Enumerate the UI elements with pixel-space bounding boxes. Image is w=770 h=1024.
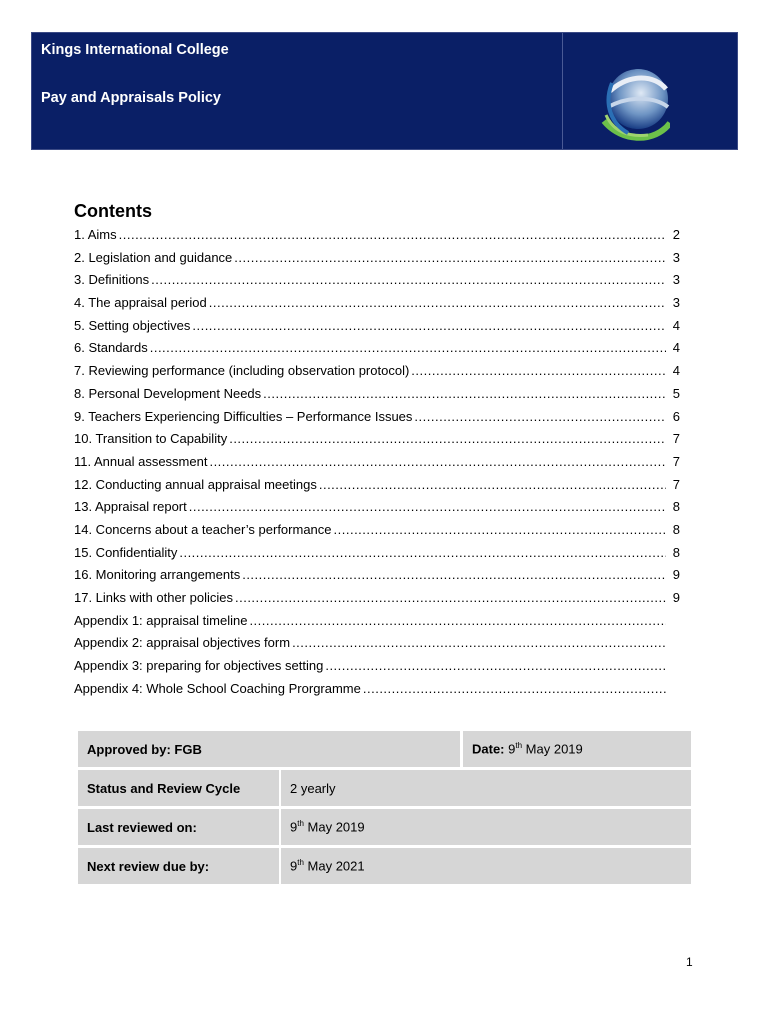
toc-entry[interactable] [74, 431, 680, 454]
toc-leader-dots [263, 386, 666, 401]
toc-entry-page: 9 [672, 590, 680, 605]
toc-entry-title: 11. Annual assessment [74, 453, 208, 469]
toc-leader-dots [363, 681, 666, 696]
toc-entry-title: 12. Conducting annual appraisal meetings [74, 476, 317, 492]
toc-entry-title: 9. Teachers Experiencing Difficulties – Performance Issues [74, 408, 413, 424]
toc-entry[interactable] [74, 545, 680, 568]
toc-entry-page: 8 [672, 521, 680, 537]
approval-table [78, 728, 691, 887]
college-name: Kings International College [41, 42, 229, 58]
toc-entry[interactable] [74, 409, 680, 432]
toc-leader-dots [292, 635, 666, 650]
policy-title: Pay and Appraisals Policy [41, 90, 221, 106]
toc-entry[interactable] [74, 318, 680, 341]
toc-entry-page: 2 [672, 227, 680, 242]
toc-leader-dots [325, 658, 666, 673]
toc-leader-dots [192, 318, 666, 333]
toc-leader-dots [242, 567, 666, 582]
approved-by-cell [78, 731, 460, 767]
toc-entry-title: 7. Reviewing performance (including observation protocol) [74, 363, 410, 379]
toc-leader-dots [334, 522, 666, 537]
toc-entry[interactable] [74, 681, 680, 704]
toc-entry-title: Appendix 3: preparing for objectives setting [74, 658, 324, 674]
last-reviewed-row [78, 809, 691, 845]
toc-entry[interactable] [74, 295, 680, 318]
toc-leader-dots [319, 477, 666, 492]
toc-entry-page: 5 [672, 385, 680, 401]
status-row [78, 770, 691, 806]
toc-leader-dots [189, 499, 666, 514]
toc-entry-title: 3. Definitions [74, 272, 150, 288]
toc-leader-dots [249, 613, 666, 628]
toc-leader-dots [150, 340, 666, 355]
header-divider [562, 33, 563, 149]
toc-leader-dots [209, 454, 666, 469]
toc-entry[interactable] [74, 386, 680, 409]
toc-entry-title: 16. Monitoring arrangements [74, 567, 241, 583]
toc-entry[interactable] [74, 454, 680, 477]
toc-leader-dots [234, 250, 666, 265]
toc-entry-page: 7 [672, 476, 680, 492]
toc-entry[interactable] [74, 567, 680, 590]
page-number: 1 [686, 955, 693, 969]
toc-entry[interactable] [74, 635, 680, 658]
toc-leader-dots [235, 590, 666, 605]
toc-entry-title: 5. Setting objectives [74, 317, 191, 333]
toc-entry-title: 15. Confidentiality [74, 544, 178, 560]
toc-entry-page: 6 [672, 408, 680, 424]
date-day: 9 [508, 741, 516, 757]
toc-entry-title: 1. Aims [74, 227, 117, 242]
toc-entry[interactable] [74, 272, 680, 295]
toc-entry-page: 9 [672, 567, 680, 583]
toc-entry-page: 8 [672, 499, 680, 515]
toc-entry-page: 3 [672, 295, 680, 311]
toc-entry-title: 4. The appraisal period [74, 295, 207, 311]
toc-entry-page: 7 [672, 431, 680, 447]
toc-entry-title: Appendix 2: appraisal objectives form [74, 635, 291, 651]
toc-leader-dots [411, 363, 666, 378]
toc-entry[interactable] [74, 477, 680, 500]
toc-entry[interactable] [74, 590, 680, 613]
approval-row [78, 731, 691, 767]
toc-entry-title: 17. Links with other policies [74, 590, 233, 605]
toc-entry-title: 2. Legislation and guidance [74, 249, 233, 265]
last-reviewed-suffix: th [297, 819, 304, 829]
toc-leader-dots [119, 227, 666, 242]
next-review-value [279, 848, 691, 884]
status-value: 2 yearly [279, 770, 691, 806]
next-review-date: May 2021 [307, 858, 365, 874]
contents-heading: Contents [74, 201, 152, 221]
toc-entry[interactable] [74, 613, 680, 636]
toc-entry-page: 4 [672, 363, 680, 379]
toc-entry-title: Appendix 1: appraisal timeline [74, 612, 248, 628]
toc-leader-dots [414, 409, 666, 424]
last-reviewed-value [279, 809, 691, 845]
last-reviewed-date: May 2019 [307, 819, 365, 835]
date-value: May 2019 [525, 741, 583, 757]
status-label: Status and Review Cycle [78, 770, 279, 806]
header-banner [31, 32, 738, 150]
toc-entry-page: 7 [672, 453, 680, 469]
globe-icon [600, 63, 670, 143]
toc-leader-dots [209, 295, 666, 310]
toc-entry-title: Appendix 4: Whole School Coaching Prorgramme [74, 680, 361, 696]
next-review-day: 9 [290, 858, 298, 874]
toc-entry-page: 3 [672, 249, 680, 265]
last-reviewed-label: Last reviewed on: [78, 809, 279, 845]
toc-entry-page: 8 [672, 544, 680, 560]
toc-entry[interactable] [74, 227, 680, 250]
toc-entry-title: 8. Personal Development Needs [74, 385, 262, 401]
toc-leader-dots [229, 431, 666, 446]
toc-entry-page: 4 [672, 317, 680, 333]
toc-entry-title: 10. Transition to Capability [74, 431, 228, 447]
toc-entry-title: 14. Concerns about a teacher’s performance [74, 521, 332, 537]
toc-entry[interactable] [74, 340, 680, 363]
toc-entry-title: 6. Standards [74, 340, 148, 356]
date-suffix: th [515, 741, 523, 751]
toc-entry[interactable] [74, 522, 680, 545]
toc-leader-dots [151, 272, 666, 287]
approved-by-label: Approved by: FGB [87, 741, 202, 757]
toc-entry-title: 13. Appraisal report [74, 499, 187, 515]
date-label: Date: [472, 741, 505, 757]
date-cell [460, 731, 691, 767]
toc-entry[interactable] [74, 658, 680, 681]
toc-entry-page: 4 [672, 340, 680, 356]
toc-entry[interactable] [74, 499, 680, 522]
last-reviewed-day: 9 [290, 819, 298, 835]
toc-entry[interactable] [74, 363, 680, 386]
toc-entry[interactable] [74, 250, 680, 273]
toc-entry-page: 3 [672, 272, 680, 288]
next-review-suffix: th [297, 858, 304, 868]
table-of-contents [74, 227, 680, 703]
next-review-label: Next review due by: [78, 848, 279, 884]
toc-leader-dots [179, 545, 666, 560]
next-review-row [78, 848, 691, 884]
